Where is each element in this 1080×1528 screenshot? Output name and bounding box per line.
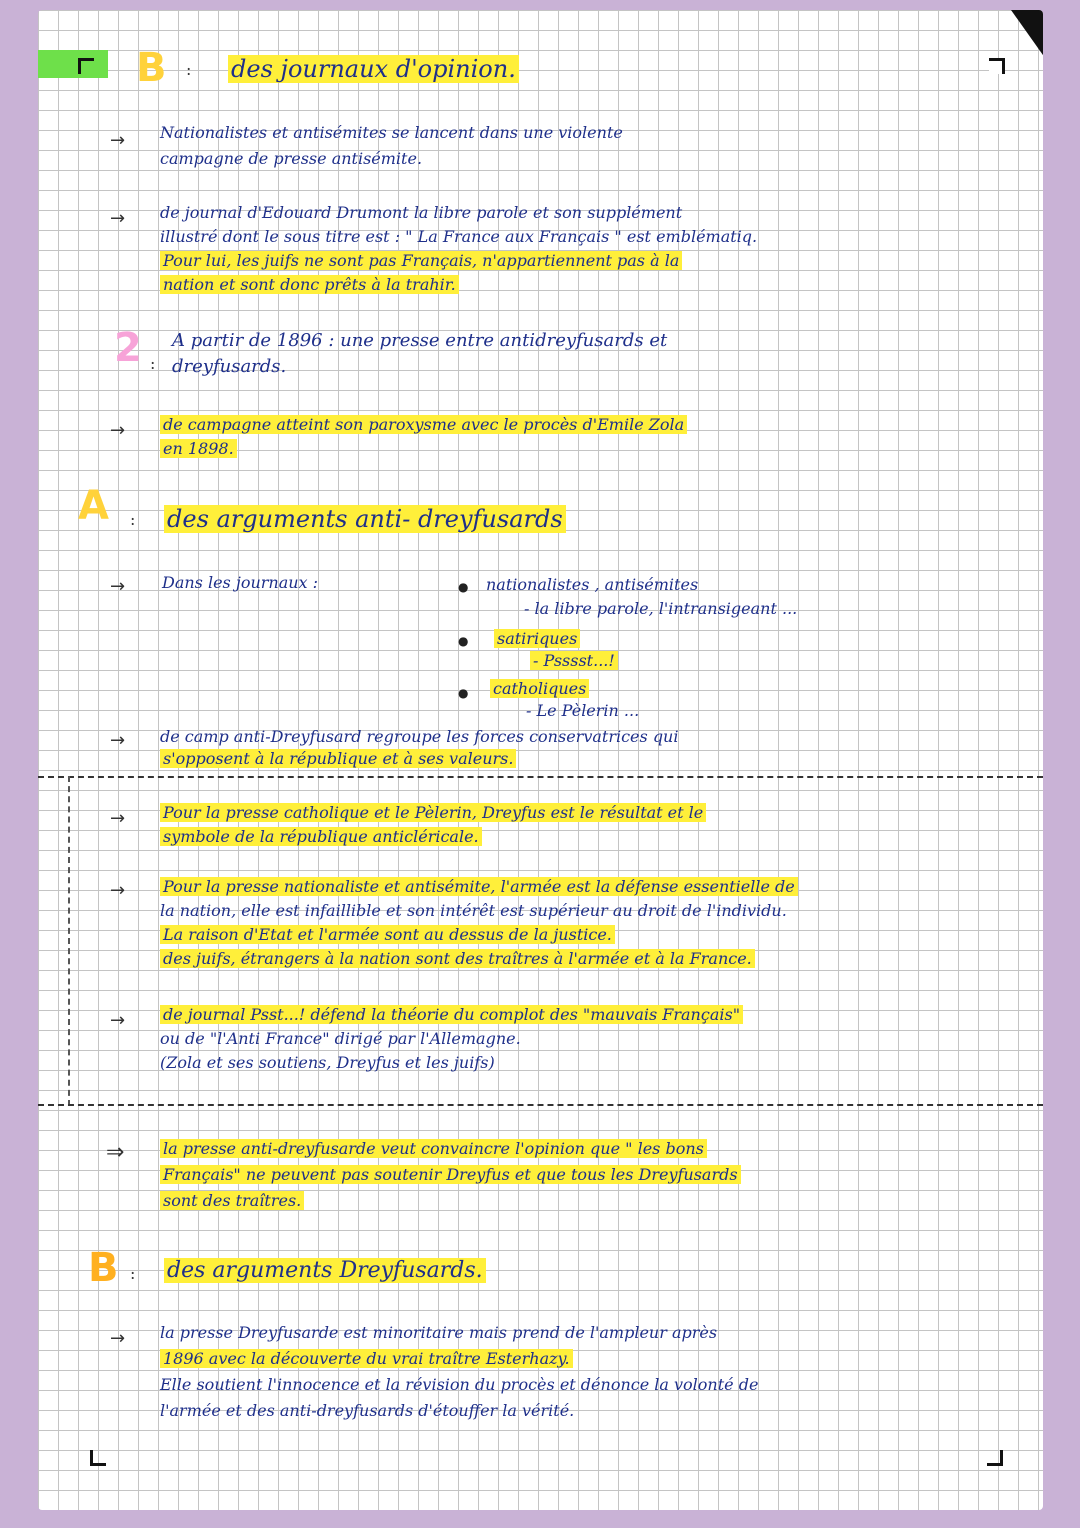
text-line: Français" ne peuvent pas soutenir Dreyfus et que tous les Dreyfusards: [160, 1164, 741, 1186]
section-marker-b2: B: [88, 1245, 119, 1291]
arrow-icon: →: [110, 730, 126, 751]
text-line: en 1898.: [160, 438, 237, 460]
text-line: illustré dont le sous titre est : " La France aux Français " est emblématiq.: [160, 227, 758, 246]
text-line: la presse anti-dreyfusarde veut convaincre l'opinion que " les bons: [160, 1138, 707, 1160]
notebook-page: [38, 10, 1043, 1510]
arrow-icon: →: [110, 208, 126, 229]
list-item: - la libre parole, l'intransigeant ...: [524, 599, 798, 618]
bullet-icon: ●: [458, 634, 469, 648]
bullet-icon: ●: [458, 580, 469, 594]
text-line: (Zola et ses soutiens, Dreyfus et les juifs): [160, 1053, 495, 1072]
text-line: la presse Dreyfusarde est minoritaire mais prend de l'ampleur après: [160, 1323, 718, 1342]
corner-mark-bottom-left: [90, 1450, 106, 1466]
section-title-b1: des journaux d'opinion.: [228, 58, 519, 80]
dashed-divider: [38, 1104, 1043, 1106]
list-item: - Le Pèlerin ...: [526, 701, 640, 720]
double-arrow-icon: ⇒: [106, 1140, 125, 1165]
section-marker-b1: B: [136, 45, 167, 91]
dashed-divider: [38, 776, 1043, 778]
text-line: campagne de presse antisémite.: [160, 149, 423, 168]
text-line: Nationalistes et antisémites se lancent dans une violente: [160, 123, 623, 142]
section-title-b2: des arguments Dreyfusards.: [164, 1260, 486, 1282]
text-line: de camp anti-Dreyfusard regroupe les forces conservatrices qui: [160, 727, 679, 746]
text-line: des juifs, étrangers à la nation sont des traîtres à l'armée et à la France.: [160, 948, 755, 970]
arrow-icon: →: [110, 1328, 126, 1349]
text-line: 1896 avec la découverte du vrai traître Esterhazy.: [160, 1348, 573, 1370]
list-item: nationalistes , antisémites: [486, 575, 699, 594]
text-line: Pour lui, les juifs ne sont pas Français, n'appartiennent pas à la: [160, 250, 682, 272]
corner-mark-top-right-inner: [989, 58, 1005, 74]
dashed-margin: [68, 776, 70, 1106]
arrow-icon: →: [110, 808, 126, 829]
text-line: de journal d'Edouard Drumont la libre parole et son supplément: [160, 203, 683, 222]
text-line: La raison d'Etat et l'armée sont au dessus de la justice.: [160, 924, 615, 946]
bullet-icon: ●: [458, 686, 469, 700]
list-item: satiriques: [494, 628, 580, 650]
arrow-icon: →: [110, 880, 126, 901]
colon: :: [130, 1264, 136, 1283]
section-marker-a: A: [78, 483, 109, 529]
corner-mark-top-left: [78, 58, 94, 74]
text-line: Elle soutient l'innocence et la révision du procès et dénonce la volonté de: [160, 1375, 759, 1394]
text-line: symbole de la république anticléricale.: [160, 826, 482, 848]
colon: :: [186, 60, 192, 79]
text-line: l'armée et des anti-dreyfusards d'étouffer la vérité.: [160, 1401, 575, 1420]
text-line: de journal Psst...! défend la théorie du complot des "mauvais Français": [160, 1004, 743, 1026]
colon: :: [130, 510, 136, 529]
list-item: - Psssst...!: [530, 650, 618, 672]
text-line: s'opposent à la république et à ses valeurs.: [160, 748, 516, 770]
text-line: Pour la presse nationaliste et antisémite, l'armée est la défense essentielle de: [160, 876, 798, 898]
text-line: de campagne atteint son paroxysme avec le procès d'Emile Zola: [160, 414, 687, 436]
text-line: nation et sont donc prêts à la trahir.: [160, 274, 459, 296]
arrow-icon: →: [110, 420, 126, 441]
section-title-2: A partir de 1896 : une presse entre antidreyfusards et: [172, 330, 668, 351]
corner-mark-top-right: [1011, 10, 1043, 58]
section-title-a: des arguments anti- dreyfusards: [164, 508, 566, 530]
text-line: la nation, elle est infaillible et son intérêt est supérieur au droit de l'individu.: [160, 901, 787, 920]
section-marker-2: 2: [114, 325, 142, 371]
arrow-icon: →: [110, 576, 126, 597]
text-line: ou de "l'Anti France" dirigé par l'Allemagne.: [160, 1029, 521, 1048]
text-line: Pour la presse catholique et le Pèlerin, Dreyfus est le résultat et le: [160, 802, 706, 824]
text-line: sont des traîtres.: [160, 1190, 304, 1212]
list-item: catholiques: [490, 678, 589, 700]
green-tab: [38, 50, 108, 78]
section-title-2-cont: dreyfusards.: [172, 356, 287, 377]
arrow-icon: →: [110, 1010, 126, 1031]
colon: :: [150, 354, 156, 373]
corner-mark-bottom-right: [987, 1450, 1003, 1466]
text-line: Dans les journaux :: [162, 573, 319, 592]
arrow-icon: →: [110, 130, 126, 151]
